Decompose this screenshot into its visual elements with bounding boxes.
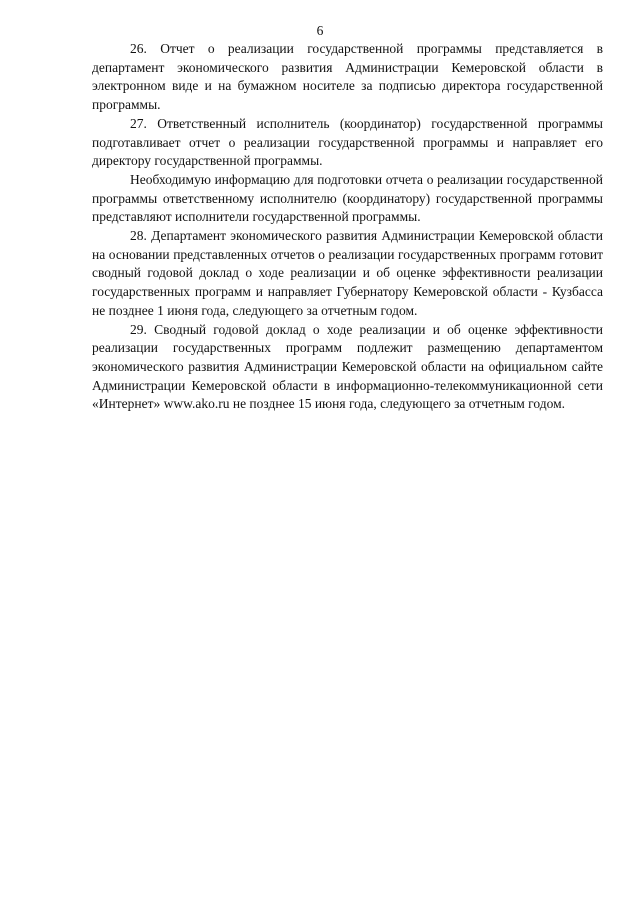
page-number: 6	[316, 23, 324, 38]
paragraph-29: 29. Сводный годовой доклад о ходе реализации и об оценке эффективности реализации государственных программ подлежит размещению департаментом экономического развития Администрации Кемеровской области на официальном сайте Администрации Кемеровской области в информационно-телекоммуникационной сети «Интернет» www.ako.ru не позднее 15 июня года, следующего за отчетным годом.	[92, 321, 603, 412]
paragraph-28: 28. Департамент экономического развития Администрации Кемеровской области на основании представленных отчетов о реализации государственных программ готовит сводный годовой доклад о ходе реализации и об оценке эффективности реализации государственных программ и направляет Губернатору Кемеровской области - Кузбасса не позднее 1 июня года, следующего за отчетным годом.	[92, 228, 603, 318]
paragraph-27-info: Необходимую информацию для подготовки отчета о реализации государственной программы ответственному исполнителю (координатору) государственной программы представляют исполнители государственной программы.	[92, 171, 603, 225]
paragraph-27: 27. Ответственный исполнитель (координатор) государственной программы подготавливает отчет о реализации государственной программы и направляет его директору государственной программы.	[92, 115, 603, 169]
paragraph-26: 26. Отчет о реализации государственной программы представляется в департамент экономического развития Администрации Кемеровской области в электронном виде и на бумажном носителе за подписью директора государственной программы.	[92, 41, 603, 113]
document-body	[92, 40, 603, 414]
